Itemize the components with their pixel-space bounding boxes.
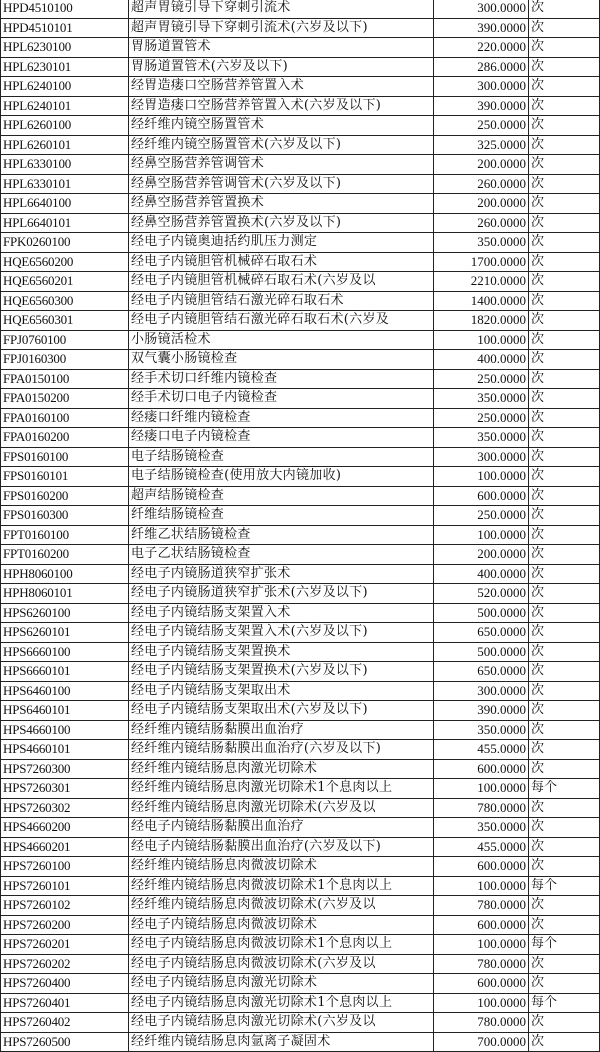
item-unit-cell: 次 xyxy=(529,545,600,565)
item-name-cell: 纤维结肠镜检查 xyxy=(129,506,434,526)
item-price-cell: 600.0000 xyxy=(434,759,529,779)
table-row xyxy=(1,369,600,389)
item-code-cell: HPS6660101 xyxy=(1,662,129,682)
item-unit-cell: 次 xyxy=(529,525,600,545)
item-unit-cell: 次 xyxy=(529,564,600,584)
item-code-cell: HPL6230101 xyxy=(1,57,129,77)
item-name-cell: 经电子内镜结肠息肉激光切除术(六岁及以 xyxy=(129,1013,434,1033)
item-code-cell: FPS0160200 xyxy=(1,486,129,506)
item-name-cell: 经鼻空肠营养管置换术 xyxy=(129,194,434,214)
table-row xyxy=(1,525,600,545)
item-unit-cell: 次 xyxy=(529,603,600,623)
item-price-cell: 350.0000 xyxy=(434,389,529,409)
item-code-cell: HPS7260101 xyxy=(1,876,129,896)
item-unit-cell: 次 xyxy=(529,467,600,487)
item-price-cell: 780.0000 xyxy=(434,896,529,916)
table-row xyxy=(1,681,600,701)
item-code-cell: HPS6460100 xyxy=(1,681,129,701)
item-name-cell: 经纤维内镜结肠息肉氩离子凝固术 xyxy=(129,1032,434,1052)
item-price-cell: 300.0000 xyxy=(434,447,529,467)
item-name-cell: 经电子内镜胆管结石激光碎石取石术(六岁及 xyxy=(129,311,434,331)
table-row xyxy=(1,428,600,448)
item-price-cell: 780.0000 xyxy=(434,954,529,974)
table-row xyxy=(1,1013,600,1033)
item-name-cell: 经电子内镜结肠支架置入术(六岁及以下) xyxy=(129,623,434,643)
item-name-cell: 经手术切口纤维内镜检查 xyxy=(129,369,434,389)
item-code-cell: FPA0150100 xyxy=(1,369,129,389)
item-code-cell: HPS7260401 xyxy=(1,993,129,1013)
item-name-cell: 经电子内镜结肠支架置换术(六岁及以下) xyxy=(129,662,434,682)
item-price-cell: 520.0000 xyxy=(434,584,529,604)
table-row xyxy=(1,623,600,643)
item-unit-cell: 次 xyxy=(529,408,600,428)
item-unit-cell: 次 xyxy=(529,896,600,916)
table-row xyxy=(1,174,600,194)
item-unit-cell: 次 xyxy=(529,194,600,214)
table-row xyxy=(1,876,600,896)
item-code-cell: FPJ0160300 xyxy=(1,350,129,370)
item-code-cell: HPS7260302 xyxy=(1,798,129,818)
item-code-cell: HQE6560300 xyxy=(1,291,129,311)
item-unit-cell: 次 xyxy=(529,1032,600,1052)
item-price-cell: 455.0000 xyxy=(434,740,529,760)
item-unit-cell: 次 xyxy=(529,311,600,331)
item-name-cell: 经电子内镜结肠支架置入术 xyxy=(129,603,434,623)
item-unit-cell: 次 xyxy=(529,681,600,701)
item-unit-cell: 次 xyxy=(529,330,600,350)
table-row xyxy=(1,857,600,877)
item-code-cell: FPA0150200 xyxy=(1,389,129,409)
item-name-cell: 超声胃镜引导下穿刺引流术(六岁及以下) xyxy=(129,18,434,38)
item-unit-cell: 次 xyxy=(529,174,600,194)
item-name-cell: 电子结肠镜检查 xyxy=(129,447,434,467)
item-price-cell: 390.0000 xyxy=(434,96,529,116)
table-row xyxy=(1,837,600,857)
table-row xyxy=(1,233,600,253)
item-unit-cell: 次 xyxy=(529,96,600,116)
item-name-cell: 纤维乙状结肠镜检查 xyxy=(129,525,434,545)
table-row xyxy=(1,564,600,584)
table-row xyxy=(1,486,600,506)
item-price-cell: 260.0000 xyxy=(434,213,529,233)
item-price-cell: 390.0000 xyxy=(434,18,529,38)
item-name-cell: 经电子内镜肠道狭窄扩张术(六岁及以下) xyxy=(129,584,434,604)
table-row xyxy=(1,272,600,292)
item-name-cell: 经电子内镜结肠支架取出术 xyxy=(129,681,434,701)
item-unit-cell: 次 xyxy=(529,116,600,136)
table-row xyxy=(1,389,600,409)
item-price-cell: 286.0000 xyxy=(434,57,529,77)
item-name-cell: 胃肠道置管术 xyxy=(129,38,434,58)
item-name-cell: 经电子内镜奥迪括约肌压力测定 xyxy=(129,233,434,253)
item-price-cell: 250.0000 xyxy=(434,116,529,136)
table-row xyxy=(1,720,600,740)
item-price-cell: 100.0000 xyxy=(434,993,529,1013)
item-code-cell: HPH8060101 xyxy=(1,584,129,604)
item-unit-cell: 次 xyxy=(529,701,600,721)
table-row xyxy=(1,584,600,604)
table-row xyxy=(1,330,600,350)
item-name-cell: 经胃造瘘口空肠营养管置入术 xyxy=(129,77,434,97)
table-row xyxy=(1,291,600,311)
item-price-cell: 100.0000 xyxy=(434,330,529,350)
item-name-cell: 经纤维内镜空肠置管术 xyxy=(129,116,434,136)
item-name-cell: 经电子内镜结肠息肉激光切除术1个息肉以上 xyxy=(129,993,434,1013)
item-price-cell: 200.0000 xyxy=(434,155,529,175)
item-price-cell: 350.0000 xyxy=(434,233,529,253)
item-code-cell: HQE6560201 xyxy=(1,272,129,292)
item-price-cell: 500.0000 xyxy=(434,603,529,623)
item-name-cell: 经纤维内镜结肠息肉微波切除术1个息肉以上 xyxy=(129,876,434,896)
item-code-cell: FPS0160101 xyxy=(1,467,129,487)
item-name-cell: 经纤维内镜结肠息肉微波切除术 xyxy=(129,857,434,877)
table-row xyxy=(1,18,600,38)
item-name-cell: 双气囊小肠镜检查 xyxy=(129,350,434,370)
item-name-cell: 经电子内镜胆管机械碎石取石术 xyxy=(129,252,434,272)
table-row xyxy=(1,350,600,370)
table-row xyxy=(1,506,600,526)
item-code-cell: HPL6330100 xyxy=(1,155,129,175)
item-code-cell: FPK0260100 xyxy=(1,233,129,253)
table-row xyxy=(1,993,600,1013)
item-name-cell: 经电子内镜结肠息肉激光切除术 xyxy=(129,974,434,994)
item-unit-cell: 次 xyxy=(529,291,600,311)
table-row xyxy=(1,96,600,116)
table-row xyxy=(1,915,600,935)
item-code-cell: FPJ0760100 xyxy=(1,330,129,350)
item-code-cell: HPS4660100 xyxy=(1,720,129,740)
item-price-cell: 200.0000 xyxy=(434,194,529,214)
item-code-cell: HPL6640101 xyxy=(1,213,129,233)
item-price-cell: 300.0000 xyxy=(434,0,529,18)
item-unit-cell: 次 xyxy=(529,623,600,643)
table-row xyxy=(1,135,600,155)
item-code-cell: HPS7260201 xyxy=(1,935,129,955)
item-name-cell: 经电子内镜结肠息肉微波切除术 xyxy=(129,915,434,935)
table-row xyxy=(1,155,600,175)
item-unit-cell: 次 xyxy=(529,447,600,467)
item-code-cell: HPS6460101 xyxy=(1,701,129,721)
item-code-cell: FPA0160200 xyxy=(1,428,129,448)
table-row xyxy=(1,116,600,136)
item-name-cell: 经纤维内镜结肠黏膜出血治疗 xyxy=(129,720,434,740)
table-row xyxy=(1,954,600,974)
item-price-cell: 400.0000 xyxy=(434,564,529,584)
item-unit-cell: 次 xyxy=(529,369,600,389)
item-price-cell: 100.0000 xyxy=(434,525,529,545)
item-name-cell: 经鼻空肠营养管置换术(六岁及以下) xyxy=(129,213,434,233)
item-code-cell: HPL6240101 xyxy=(1,96,129,116)
item-name-cell: 经电子内镜胆管机械碎石取石术(六岁及以 xyxy=(129,272,434,292)
item-name-cell: 胃肠道置管术(六岁及以下) xyxy=(129,57,434,77)
item-code-cell: FPS0160100 xyxy=(1,447,129,467)
item-code-cell: HPS4660201 xyxy=(1,837,129,857)
item-price-cell: 100.0000 xyxy=(434,467,529,487)
item-code-cell: HPS7260400 xyxy=(1,974,129,994)
item-unit-cell: 次 xyxy=(529,0,600,18)
item-code-cell: HPS7260202 xyxy=(1,954,129,974)
item-unit-cell: 次 xyxy=(529,252,600,272)
item-code-cell: HPS7260300 xyxy=(1,759,129,779)
item-price-cell: 250.0000 xyxy=(434,506,529,526)
item-name-cell: 电子结肠镜检查(使用放大内镜加收) xyxy=(129,467,434,487)
item-code-cell: HPS4660200 xyxy=(1,818,129,838)
item-code-cell: FPS0160300 xyxy=(1,506,129,526)
item-name-cell: 经电子内镜结肠支架取出术(六岁及以下) xyxy=(129,701,434,721)
item-price-cell: 220.0000 xyxy=(434,38,529,58)
table-row xyxy=(1,467,600,487)
item-name-cell: 经纤维内镜空肠置管术(六岁及以下) xyxy=(129,135,434,155)
item-unit-cell: 次 xyxy=(529,740,600,760)
item-code-cell: FPA0160100 xyxy=(1,408,129,428)
item-name-cell: 经纤维内镜结肠息肉激光切除术(六岁及以 xyxy=(129,798,434,818)
table-row xyxy=(1,213,600,233)
item-name-cell: 超声结肠镜检查 xyxy=(129,486,434,506)
table-row xyxy=(1,759,600,779)
item-code-cell: HPS7260402 xyxy=(1,1013,129,1033)
item-code-cell: HPS6260100 xyxy=(1,603,129,623)
item-unit-cell: 次 xyxy=(529,662,600,682)
table-row xyxy=(1,0,600,18)
item-code-cell: HPD4510101 xyxy=(1,18,129,38)
table-row xyxy=(1,603,600,623)
item-unit-cell: 次 xyxy=(529,213,600,233)
item-unit-cell: 次 xyxy=(529,584,600,604)
item-unit-cell: 每个 xyxy=(529,779,600,799)
item-unit-cell: 次 xyxy=(529,233,600,253)
item-unit-cell: 次 xyxy=(529,389,600,409)
item-unit-cell: 次 xyxy=(529,38,600,58)
item-name-cell: 经纤维内镜结肠息肉激光切除术1个息肉以上 xyxy=(129,779,434,799)
item-unit-cell: 次 xyxy=(529,506,600,526)
table-row xyxy=(1,38,600,58)
table-row xyxy=(1,447,600,467)
item-code-cell: HPS7260100 xyxy=(1,857,129,877)
item-price-cell: 100.0000 xyxy=(434,779,529,799)
item-code-cell: FPT0160200 xyxy=(1,545,129,565)
item-price-cell: 250.0000 xyxy=(434,408,529,428)
table-row xyxy=(1,252,600,272)
table-row xyxy=(1,701,600,721)
item-name-cell: 经纤维内镜结肠黏膜出血治疗(六岁及以下) xyxy=(129,740,434,760)
item-code-cell: HPL6330101 xyxy=(1,174,129,194)
item-name-cell: 经手术切口电子内镜检查 xyxy=(129,389,434,409)
item-name-cell: 经胃造瘘口空肠营养管置入术(六岁及以下) xyxy=(129,96,434,116)
item-price-cell: 300.0000 xyxy=(434,77,529,97)
item-price-cell: 650.0000 xyxy=(434,623,529,643)
item-unit-cell: 次 xyxy=(529,350,600,370)
item-price-cell: 600.0000 xyxy=(434,974,529,994)
item-name-cell: 经电子内镜结肠黏膜出血治疗(六岁及以下) xyxy=(129,837,434,857)
item-unit-cell: 次 xyxy=(529,486,600,506)
item-unit-cell: 次 xyxy=(529,155,600,175)
item-unit-cell: 次 xyxy=(529,18,600,38)
table-row xyxy=(1,896,600,916)
table-row xyxy=(1,798,600,818)
item-price-cell: 2210.0000 xyxy=(434,272,529,292)
item-price-cell: 100.0000 xyxy=(434,935,529,955)
item-price-cell: 600.0000 xyxy=(434,486,529,506)
item-unit-cell: 次 xyxy=(529,837,600,857)
item-price-cell: 300.0000 xyxy=(434,681,529,701)
item-unit-cell: 次 xyxy=(529,974,600,994)
item-price-cell: 200.0000 xyxy=(434,545,529,565)
item-name-cell: 电子乙状结肠镜检查 xyxy=(129,545,434,565)
item-unit-cell: 次 xyxy=(529,642,600,662)
item-price-cell: 600.0000 xyxy=(434,857,529,877)
item-price-cell: 350.0000 xyxy=(434,818,529,838)
item-unit-cell: 次 xyxy=(529,720,600,740)
table-row xyxy=(1,408,600,428)
item-name-cell: 超声胃镜引导下穿刺引流术 xyxy=(129,0,434,18)
item-name-cell: 经电子内镜结肠黏膜出血治疗 xyxy=(129,818,434,838)
table-row xyxy=(1,974,600,994)
item-price-cell: 400.0000 xyxy=(434,350,529,370)
item-price-cell: 700.0000 xyxy=(434,1032,529,1052)
item-code-cell: HPL6240100 xyxy=(1,77,129,97)
item-unit-cell: 次 xyxy=(529,272,600,292)
item-code-cell: HPS4660101 xyxy=(1,740,129,760)
table-row xyxy=(1,311,600,331)
item-code-cell: HPS7260200 xyxy=(1,915,129,935)
item-code-cell: FPT0160100 xyxy=(1,525,129,545)
item-code-cell: HPL6640100 xyxy=(1,194,129,214)
item-unit-cell: 次 xyxy=(529,135,600,155)
item-price-cell: 325.0000 xyxy=(434,135,529,155)
item-unit-cell: 次 xyxy=(529,798,600,818)
item-name-cell: 经瘘口纤维内镜检查 xyxy=(129,408,434,428)
item-unit-cell: 次 xyxy=(529,857,600,877)
table-row xyxy=(1,740,600,760)
item-price-cell: 250.0000 xyxy=(434,369,529,389)
item-code-cell: HPS7260500 xyxy=(1,1032,129,1052)
item-price-cell: 350.0000 xyxy=(434,428,529,448)
item-name-cell: 经鼻空肠营养管调管术(六岁及以下) xyxy=(129,174,434,194)
item-name-cell: 经电子内镜肠道狭窄扩张术 xyxy=(129,564,434,584)
table-row xyxy=(1,642,600,662)
item-price-cell: 500.0000 xyxy=(434,642,529,662)
item-name-cell: 经纤维内镜结肠息肉微波切除术(六岁及以 xyxy=(129,896,434,916)
item-price-cell: 780.0000 xyxy=(434,1013,529,1033)
table-row xyxy=(1,662,600,682)
item-name-cell: 经电子内镜结肠息肉微波切除术1个息肉以上 xyxy=(129,935,434,955)
item-unit-cell: 次 xyxy=(529,57,600,77)
item-name-cell: 经鼻空肠营养管调管术 xyxy=(129,155,434,175)
table-row xyxy=(1,1032,600,1052)
item-unit-cell: 次 xyxy=(529,954,600,974)
item-code-cell: HPL6260101 xyxy=(1,135,129,155)
item-code-cell: HPS6260101 xyxy=(1,623,129,643)
item-unit-cell: 次 xyxy=(529,428,600,448)
item-unit-cell: 次 xyxy=(529,77,600,97)
item-unit-cell: 每个 xyxy=(529,935,600,955)
item-price-cell: 650.0000 xyxy=(434,662,529,682)
item-unit-cell: 次 xyxy=(529,818,600,838)
table-row xyxy=(1,77,600,97)
item-unit-cell: 每个 xyxy=(529,993,600,1013)
item-unit-cell: 每个 xyxy=(529,876,600,896)
item-unit-cell: 次 xyxy=(529,1013,600,1033)
table-row xyxy=(1,194,600,214)
item-price-cell: 1700.0000 xyxy=(434,252,529,272)
item-code-cell: HPS7260301 xyxy=(1,779,129,799)
item-code-cell: HPH8060100 xyxy=(1,564,129,584)
table-row xyxy=(1,545,600,565)
item-code-cell: HPS7260102 xyxy=(1,896,129,916)
table-row xyxy=(1,57,600,77)
item-price-cell: 1400.0000 xyxy=(434,291,529,311)
item-price-cell: 100.0000 xyxy=(434,876,529,896)
fee-table-body xyxy=(1,0,600,1052)
item-code-cell: HPD4510100 xyxy=(1,0,129,18)
item-code-cell: HQE6560301 xyxy=(1,311,129,331)
item-price-cell: 350.0000 xyxy=(434,720,529,740)
item-name-cell: 经电子内镜胆管结石激光碎石取石术 xyxy=(129,291,434,311)
item-code-cell: HQE6560200 xyxy=(1,252,129,272)
item-name-cell: 经瘘口电子内镜检查 xyxy=(129,428,434,448)
item-name-cell: 经电子内镜结肠息肉微波切除术(六岁及以 xyxy=(129,954,434,974)
item-code-cell: HPL6230100 xyxy=(1,38,129,58)
item-price-cell: 1820.0000 xyxy=(434,311,529,331)
item-price-cell: 600.0000 xyxy=(434,915,529,935)
item-name-cell: 小肠镜活检术 xyxy=(129,330,434,350)
item-price-cell: 780.0000 xyxy=(434,798,529,818)
item-unit-cell: 次 xyxy=(529,759,600,779)
item-price-cell: 260.0000 xyxy=(434,174,529,194)
item-name-cell: 经电子内镜结肠支架置换术 xyxy=(129,642,434,662)
item-unit-cell: 次 xyxy=(529,915,600,935)
item-code-cell: HPS6660100 xyxy=(1,642,129,662)
item-price-cell: 455.0000 xyxy=(434,837,529,857)
table-row xyxy=(1,935,600,955)
table-row xyxy=(1,818,600,838)
item-code-cell: HPL6260100 xyxy=(1,116,129,136)
item-price-cell: 390.0000 xyxy=(434,701,529,721)
table-row xyxy=(1,779,600,799)
item-name-cell: 经纤维内镜结肠息肉激光切除术 xyxy=(129,759,434,779)
